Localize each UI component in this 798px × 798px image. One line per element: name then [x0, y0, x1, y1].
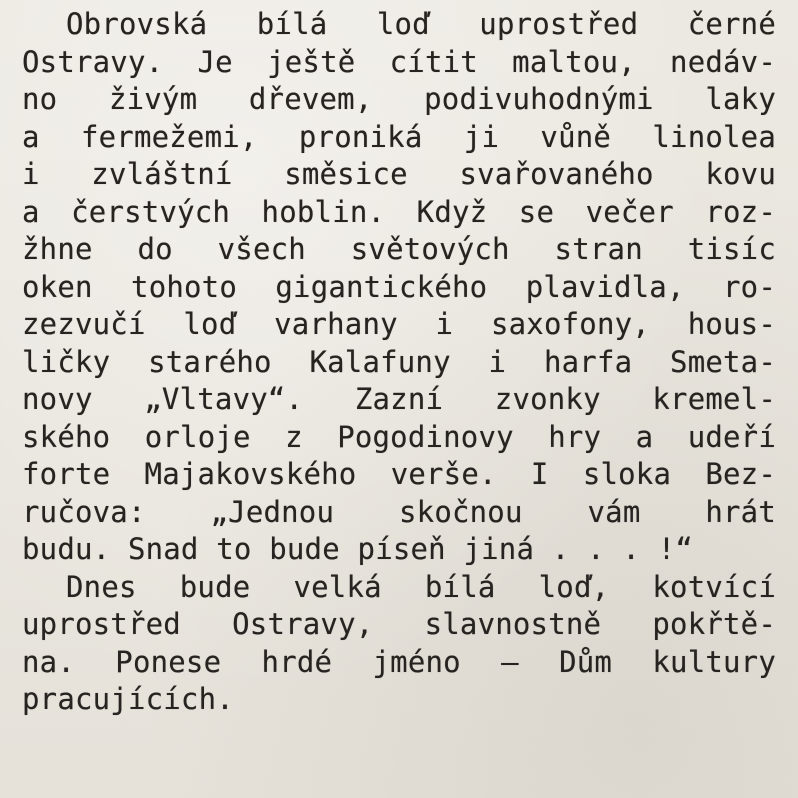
text-line: žhne do všech světových stran tisíc [22, 232, 776, 266]
paragraph-2 [22, 569, 776, 719]
text-line: ručova: „Jednou skočnou vám hrát [22, 494, 776, 529]
text-line: uprostřed Ostravy, slavnostně pokřtě- [22, 607, 776, 641]
text-line: a fermežemi, proniká ji vůně linolea [22, 119, 776, 154]
text-line: novy „Vltavy“. Zazní zvonky kremel- [22, 382, 776, 416]
text-line: budu. Snad to bude píseň jiná . . . !“ [22, 532, 694, 566]
paragraph-1 [22, 6, 776, 569]
text-line: forte Majakovského verše. I sloka Bez- [22, 457, 776, 491]
text-line: a čerstvých hoblin. Když se večer roz- [22, 194, 776, 229]
text-line: Ostravy. Je ještě cítit maltou, nedáv- [22, 44, 776, 79]
text-line: ličky starého Kalafuny i harfa Smeta- [22, 344, 776, 379]
text-line: Dnes bude velká bílá loď, kotvící [66, 569, 776, 604]
text-line: no živým dřevem, podivuhodnými laky [22, 82, 776, 116]
text-line: pracujících. [22, 682, 234, 716]
text-line: zezvučí loď varhany i saxofony, hous- [22, 307, 776, 341]
text-line: na. Ponese hrdé jméno — Dům kultury [22, 644, 776, 679]
text-line: oken tohoto gigantického plavidla, ro- [22, 269, 776, 304]
text-line: i zvláštní směsice svařovaného kovu [22, 157, 776, 191]
text-line: ského orloje z Pogodinovy hry a udeří [22, 419, 776, 454]
text-line: Obrovská bílá loď uprostřed černé [66, 7, 776, 41]
article-column [22, 6, 776, 719]
